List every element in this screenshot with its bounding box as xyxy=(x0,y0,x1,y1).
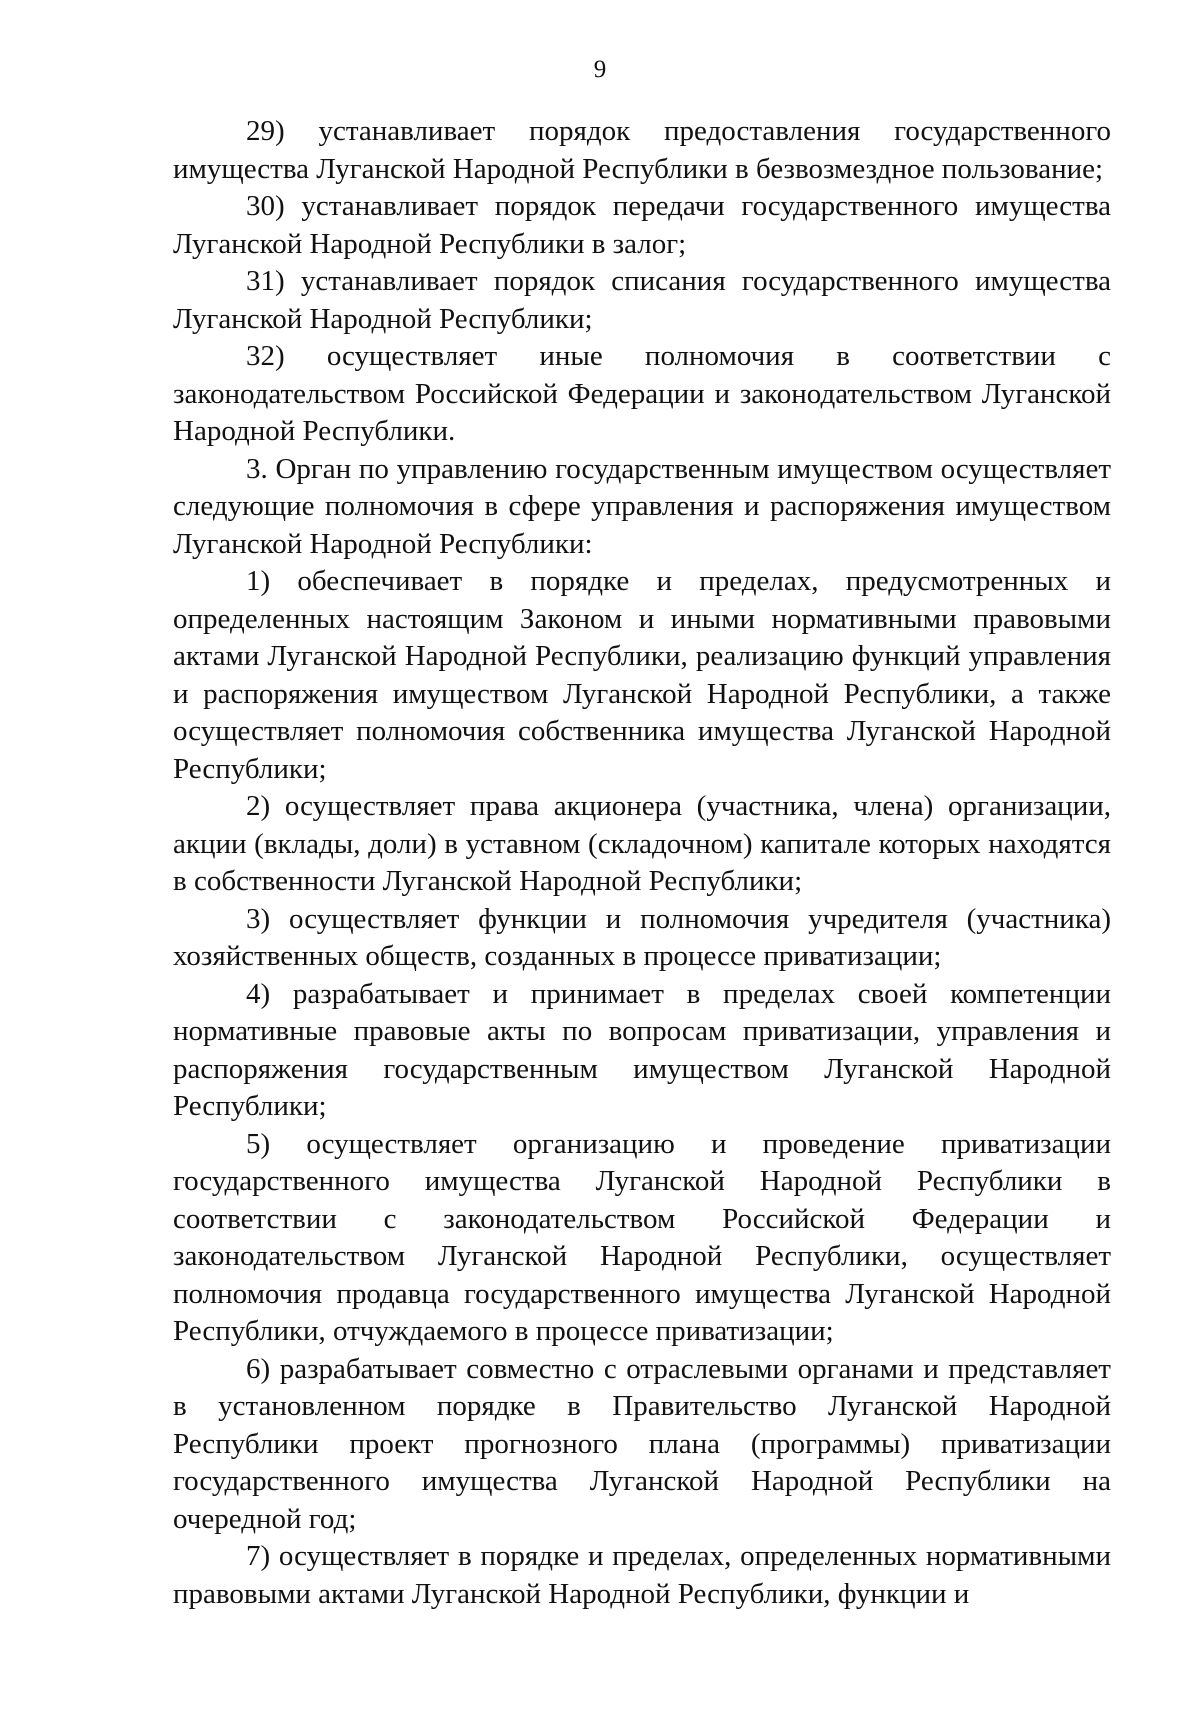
paragraph-item-30: 30) устанавливает порядок передачи государственного имущества Луганской Народной Республики в залог; xyxy=(173,190,1111,260)
page-number: 9 xyxy=(593,56,607,83)
paragraph-item-4: 4) разрабатывает и принимает в пределах своей компетенции нормативные правовые акты по вопросам приватизации, управления и распоряжения государственным имуществом Луганской Народной Республики; xyxy=(173,977,1111,1122)
paragraph-item-7: 7) осуществляет в порядке и пределах, определенных нормативными правовыми актами Луганской Народной Республики, функции и xyxy=(173,1540,1111,1610)
paragraph-section-3: 3. Орган по управлению государственным имуществом осуществляет следующие полномочия в сфере управления и распоряжения имуществом Луганской Народной Республики: xyxy=(173,452,1111,560)
paragraph-item-2: 2) осуществляет права акционера (участника, члена) организации, акции (вклады, доли) в уставном (складочном) капитале которых находятся в собственности Луганской Народной Республики; xyxy=(173,790,1111,897)
paragraph-item-32: 32) осуществляет иные полномочия в соответствии с законодательством Российской Федерации и законодательством Луганской Народной Республики. xyxy=(173,340,1111,447)
paragraph-item-1: 1) обеспечивает в порядке и пределах, предусмотренных и определенных настоящим Законом и иными нормативными правовыми актами Луганской Народной Республики, реализацию функций управления и распоряжения имуществом Луганской Народной Республики, а также осуществляет полномочия собственника имущества Луганской Народной Республики; xyxy=(173,565,1111,785)
document-body xyxy=(173,113,1111,1613)
paragraph-item-6: 6) разрабатывает совместно с отраслевыми органами и представляет в установленном порядке в Правительство Луганской Народной Республики проект прогнозного плана (программы) приватизации государственного имущества Луганской Народной Республики на очередной год; xyxy=(173,1352,1111,1535)
paragraph-item-29: 29) устанавливает порядок предоставления государственного имущества Луганской Народной Республики в безвозмездное пользование; xyxy=(173,115,1111,185)
paragraph-item-31: 31) устанавливает порядок списания государственного имущества Луганской Народной Республики; xyxy=(173,265,1111,335)
paragraph-item-3: 3) осуществляет функции и полномочия учредителя (участника) хозяйственных обществ, созданных в процессе приватизации; xyxy=(173,902,1111,972)
paragraph-item-5: 5) осуществляет организацию и проведение приватизации государственного имущества Луганской Народной Республики в соответствии с законодательством Российской Федерации и законодательством Луганской Народной Республики, осуществляет полномочия продавца государственного имущества Луганской Народной Республики, отчуждаемого в процессе приватизации; xyxy=(173,1127,1111,1347)
